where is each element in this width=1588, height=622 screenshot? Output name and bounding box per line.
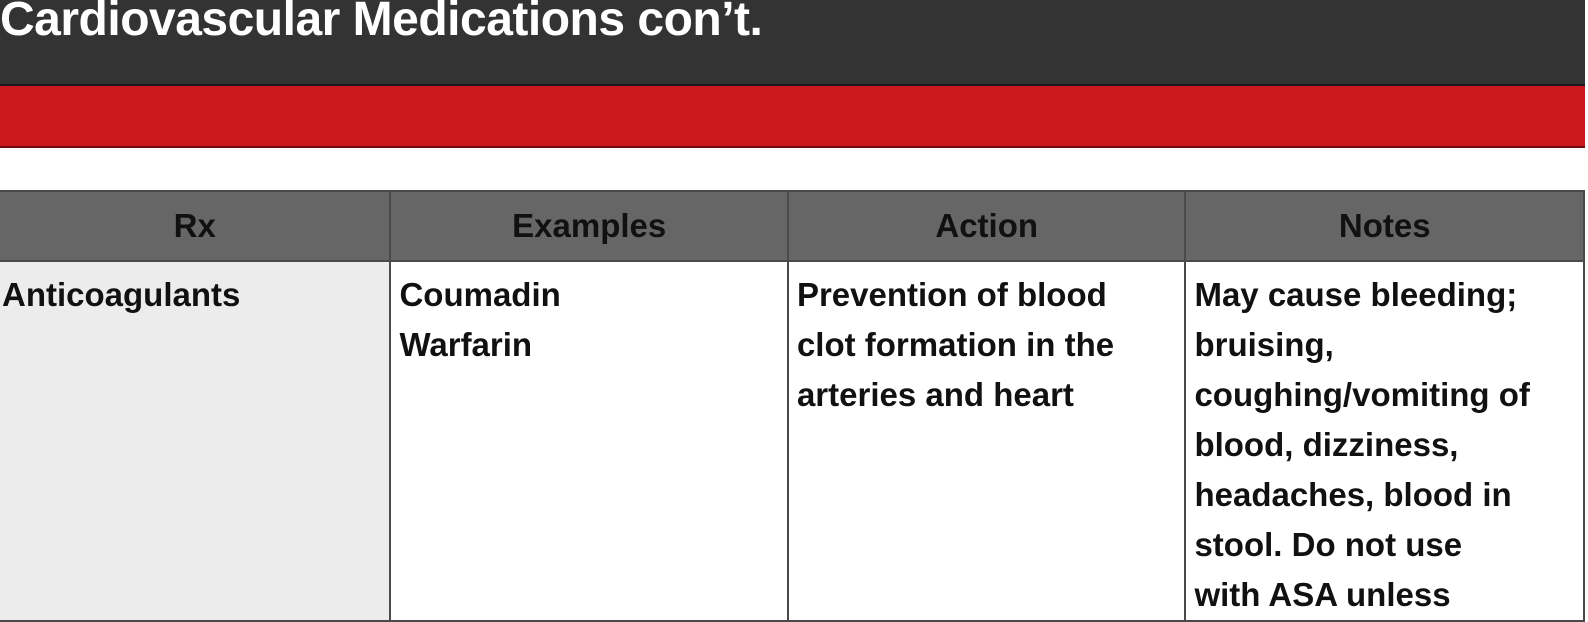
title-bar xyxy=(0,0,1585,86)
notes-line: blood, dizziness, xyxy=(1194,426,1459,463)
action-line: clot formation in the xyxy=(796,326,1115,363)
column-header-notes: Notes xyxy=(1185,191,1584,261)
notes-line: coughing/vomiting of xyxy=(1194,376,1530,413)
accent-bar xyxy=(0,86,1585,148)
examples-cell xyxy=(390,261,788,621)
action-line: Prevention of blood xyxy=(796,276,1107,313)
column-header-examples: Examples xyxy=(390,191,788,261)
notes-line: May cause bleeding; xyxy=(1194,276,1518,313)
rx-cell xyxy=(0,261,390,621)
rx-name: Anticoagulants xyxy=(2,276,241,313)
medications-table xyxy=(0,190,1585,622)
action-line: arteries and heart xyxy=(796,376,1074,413)
notes-line: stool. Do not use xyxy=(1194,526,1463,563)
column-header-action: Action xyxy=(788,191,1186,261)
table-header-row xyxy=(0,191,1584,261)
action-cell xyxy=(788,261,1186,621)
example-item: Warfarin xyxy=(399,326,533,363)
notes-line: with ASA unless xyxy=(1194,576,1451,613)
notes-line: bruising, xyxy=(1194,326,1334,363)
table-row xyxy=(0,261,1584,621)
column-header-rx: Rx xyxy=(0,191,390,261)
example-item: Coumadin xyxy=(399,276,561,313)
page-title: Cardiovascular Medications con’t. xyxy=(0,0,763,46)
notes-cell xyxy=(1185,261,1584,621)
notes-line: headaches, blood in xyxy=(1194,476,1512,513)
